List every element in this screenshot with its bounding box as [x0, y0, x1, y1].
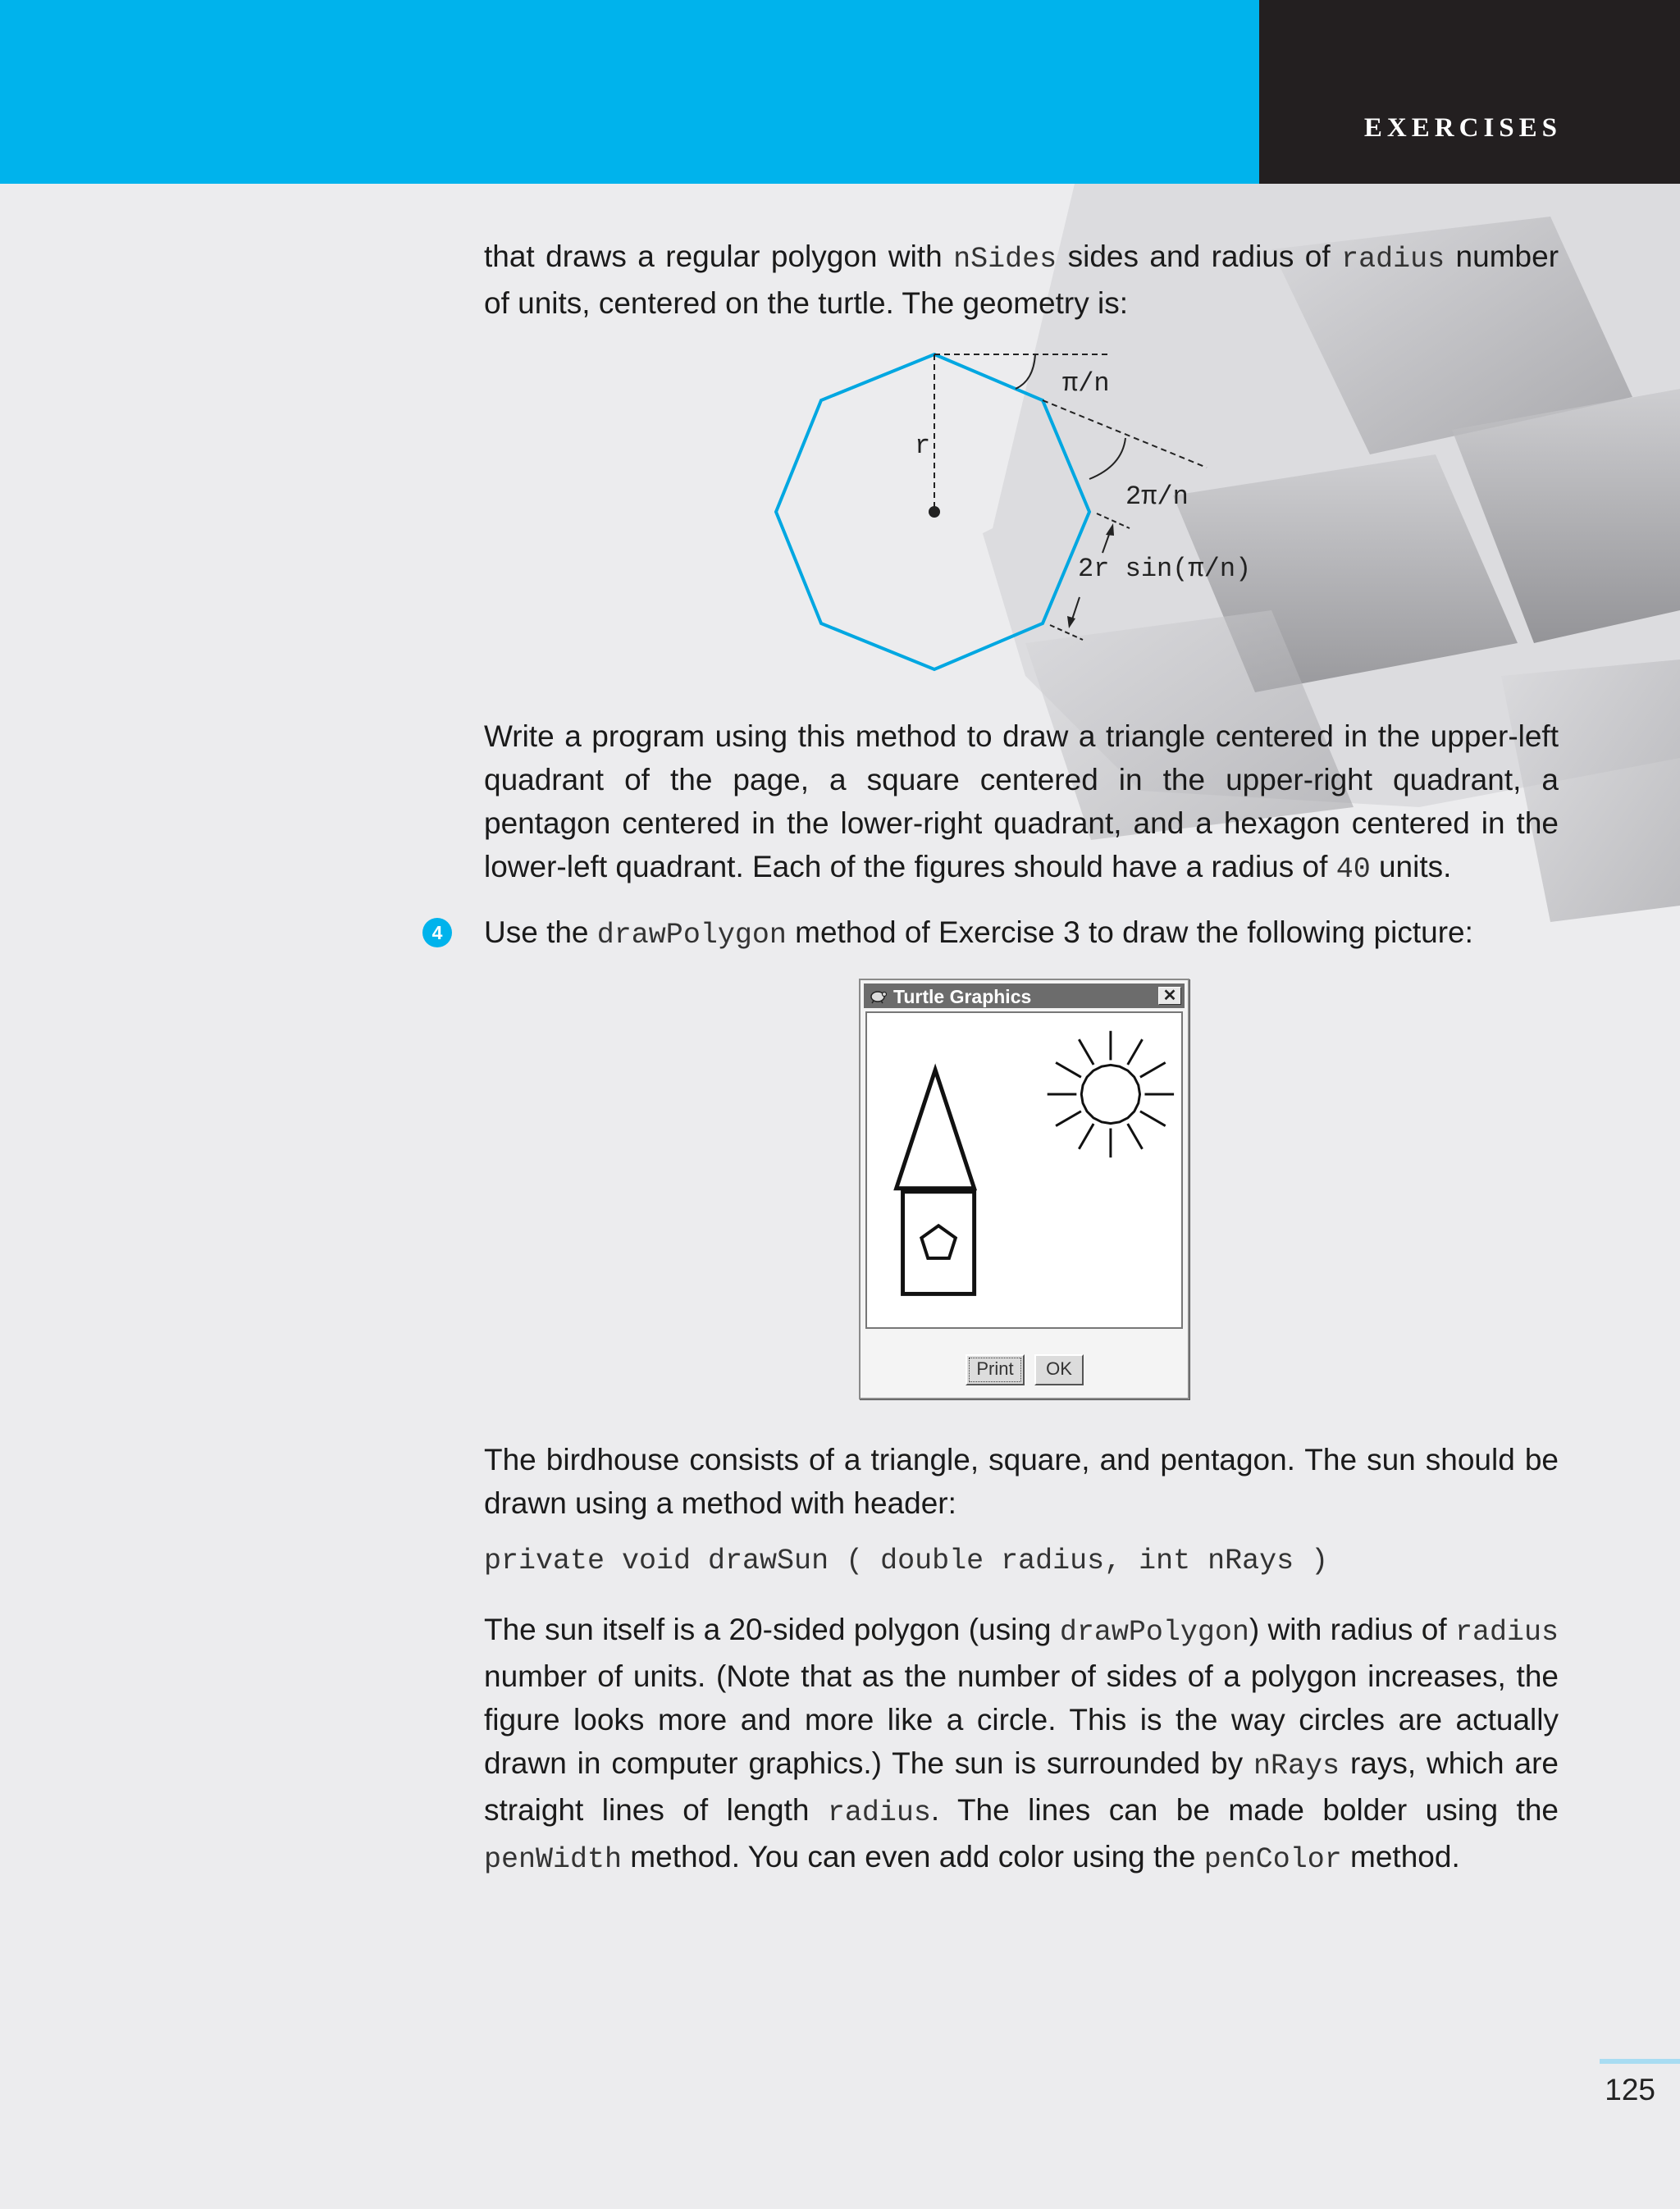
intro-text: number of units, centered on the turtle. The geometry is: [484, 240, 1559, 320]
header-band-black [1259, 0, 1680, 184]
code-penwidth: penWidth [484, 1843, 623, 1876]
sun-ray [1056, 1111, 1081, 1126]
sun-text: . The lines can be made bolder using the [930, 1793, 1559, 1827]
sun-drawing [1048, 1031, 1174, 1157]
sun-paragraph [484, 1608, 1559, 1882]
angle-arc [1089, 438, 1125, 479]
intro-text: that draws a regular polygon with [484, 240, 954, 273]
code-drawpolygon: drawPolygon [596, 919, 787, 952]
code-pencolor: penColor [1203, 1843, 1342, 1876]
intro-paragraph [484, 235, 1559, 325]
page-number: 125 [1605, 2073, 1655, 2106]
label-half-angle: π/n [1062, 368, 1110, 399]
turtle-icon [869, 988, 887, 1004]
sun-text: method. [1341, 1840, 1460, 1874]
window-title: Turtle Graphics [893, 986, 1032, 1007]
birdhouse-roof-triangle [897, 1070, 975, 1188]
program-paragraph [484, 714, 1559, 892]
birdhouse-square [903, 1192, 975, 1294]
intro-text: sides and radius of [1057, 240, 1342, 273]
sun-ray [1140, 1111, 1166, 1126]
birdhouse-pentagon [921, 1225, 956, 1258]
code-40: 40 [1335, 853, 1371, 886]
code-radius: radius [1341, 243, 1445, 276]
print-button[interactable]: Print [966, 1354, 1025, 1385]
sun-text: number of units. (Note that as the number of sides of a polygon increases, the figure looks more and more like a circle. This is the way circles are actually drawn in computer graphics.) The sun is surrounded by [484, 1659, 1559, 1780]
code-radius: radius [1454, 1616, 1559, 1649]
sun-ray [1079, 1124, 1093, 1149]
center-dot [929, 506, 940, 518]
label-side-length: 2r sin(π/n) [1078, 554, 1252, 584]
code-radius: radius [827, 1796, 931, 1829]
sun-ray [1056, 1062, 1081, 1077]
arrow-head [1067, 616, 1075, 628]
page-number-rule [1600, 2059, 1680, 2064]
code-drawpolygon: drawPolygon [1059, 1616, 1249, 1649]
drawsun-header-code: private void drawSun ( double radius, int nRays ) [484, 1545, 1329, 1577]
program-text: Write a program using this method to draw a triangle centered in the upper-left quadrant of the page, a square centered in the upper-right quadrant, a pentagon centered in the lower-right quadrant, and a hexagon centered in the lower-left quadrant. Each of the figures should have a radius of [484, 719, 1559, 883]
sun-ray [1128, 1039, 1143, 1065]
ok-button[interactable]: OK [1034, 1354, 1084, 1385]
label-angle: 2π/n [1125, 482, 1189, 512]
sun-text: rays, which are straight lines of length [484, 1746, 1559, 1827]
exercise4-text: Use the [484, 915, 597, 949]
label-r: r [915, 431, 931, 461]
turtle-graphics-window [859, 979, 1189, 1399]
sun-text: The sun itself is a 20-sided polygon (using [484, 1613, 1060, 1646]
code-nrays: nRays [1253, 1750, 1340, 1782]
program-text: units. [1370, 850, 1452, 883]
arrow-head [1106, 523, 1114, 536]
exercise4-text: method of Exercise 3 to draw the following picture: [786, 915, 1473, 949]
sun-ray [1079, 1039, 1093, 1065]
sun-text: method. You can even add color using the [622, 1840, 1204, 1874]
exercise4-paragraph [484, 911, 1559, 957]
code-nsides: nSides [953, 243, 1057, 276]
tick-line [1050, 625, 1083, 640]
sun-ray [1140, 1062, 1166, 1077]
birdhouse-paragraph: The birdhouse consists of a triangle, square, and pentagon. The sun should be drawn using a method with header: [484, 1443, 1559, 1520]
polygon-geometry-diagram [763, 335, 1288, 679]
window-titlebar[interactable] [864, 984, 1185, 1008]
header-band-blue [0, 0, 1259, 184]
section-title: EXERCISES [1363, 113, 1562, 143]
sun-polygon [1081, 1065, 1139, 1123]
exercise-number-badge: 4 [422, 918, 452, 947]
half-angle-arc [1016, 354, 1035, 389]
turtle-canvas [865, 1011, 1183, 1329]
sun-ray [1128, 1124, 1143, 1149]
sun-text: ) with radius of [1249, 1613, 1455, 1646]
close-button[interactable]: ✕ [1158, 987, 1181, 1005]
